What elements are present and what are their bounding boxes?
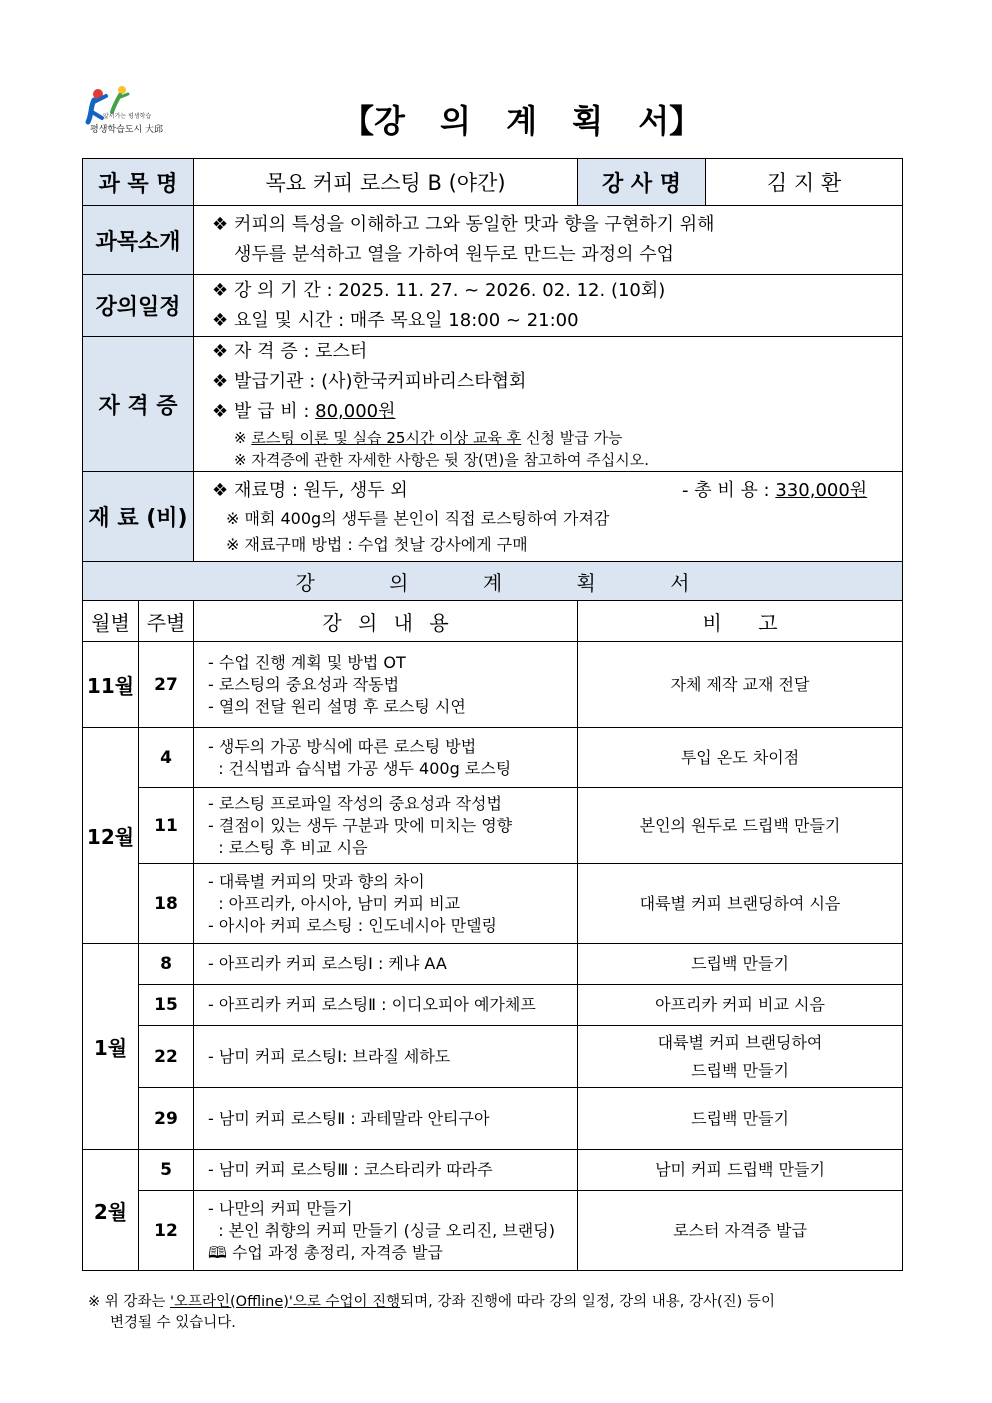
footer-note: ※ 위 강좌는 '오프라인(Offline)'으로 수업이 진행되며, 강좌 진행에 따라 강의 일정, 강의 내용, 강사(진) 등이 변경될 수 있습니다. [88, 1294, 775, 1331]
content-cell: - 생두의 가공 방식에 따른 로스팅 방법 : 건식법과 습식법 가공 생두 400g 로스팅 [194, 728, 578, 788]
cert-text: ❖ 자 격 증 : 로스터 ❖ 발급기관 : (사)한국커피바리스타협회 ❖ 발 급 비 : 80,000원 ※ 로스팅 이론 및 실습 25시간 이상 교육 후 신청 발급 가능 ※ 자격증에 관한 자세한 사항은 뒷 장(면)을 참고하여 주십시오. [194, 337, 903, 472]
week-cell: 5 [139, 1150, 194, 1191]
instructor-value: 김 지 환 [706, 159, 903, 206]
week-cell: 11 [139, 788, 194, 864]
diamond-icon: ❖ [212, 309, 229, 331]
content-cell: - 남미 커피 로스팅Ⅰ: 브라질 세하도 [194, 1026, 578, 1088]
note-cell: 남미 커피 드립백 만들기 [578, 1150, 903, 1191]
col-note-header: 비 고 [578, 601, 903, 642]
note-cell: 아프리카 커피 비교 시음 [578, 985, 903, 1026]
table-row [83, 1191, 903, 1271]
week-cell: 4 [139, 728, 194, 788]
week-cell: 15 [139, 985, 194, 1026]
col-week-header: 주별 [139, 601, 194, 642]
diamond-icon: ❖ [212, 341, 229, 362]
table-row [83, 1088, 903, 1150]
table-row [83, 1150, 903, 1191]
diamond-icon: ❖ [212, 401, 229, 422]
diamond-icon: ❖ [212, 279, 229, 301]
diamond-icon: ❖ [212, 479, 229, 501]
note-cell: 투입 온도 차이점 [578, 728, 903, 788]
plan-table [82, 158, 903, 1271]
week-cell: 18 [139, 864, 194, 944]
subject-value: 목요 커피 로스팅 B (야간) [194, 159, 578, 206]
note-cell: 드립백 만들기 [578, 1088, 903, 1150]
content-cell: - 나만의 커피 만들기 : 본인 취향의 커피 만들기 (싱글 오리진, 브랜딩) 🕮 수업 과정 총정리, 자격증 발급 [194, 1191, 578, 1271]
cert-label: 자 격 증 [83, 337, 194, 472]
week-cell: 29 [139, 1088, 194, 1150]
material-text: ❖ 재료명 : 원두, 생두 외 - 총 비 용 : 330,000원 ※ 매회 400g의 생두를 본인이 직접 로스팅하여 가져감 ※ 재료구매 방법 : 수업 첫날 강사에게 구매 [194, 472, 903, 562]
content-cell: - 대륙별 커피의 맛과 향의 차이 : 아프리카, 아시아, 남미 커피 비교 - 아시아 커피 로스팅 : 인도네시아 만델링 [194, 864, 578, 944]
month-cell: 12월 [83, 728, 139, 944]
diamond-icon: ❖ [212, 371, 229, 392]
table-row [83, 1026, 903, 1088]
intro-label: 과목소개 [83, 206, 194, 275]
content-cell: - 남미 커피 로스팅Ⅱ : 과테말라 안티구아 [194, 1088, 578, 1150]
note-cell: 대륙별 커피 브랜딩하여 시음 [578, 864, 903, 944]
month-cell: 1월 [83, 944, 139, 1150]
table-row [83, 864, 903, 944]
note-cell: 대륙별 커피 브랜딩하여 드립백 만들기 [578, 1026, 903, 1088]
diamond-icon: ❖ [212, 214, 229, 235]
document-title: 【강 의 계 획 서】 [342, 102, 702, 140]
month-cell: 2월 [83, 1150, 139, 1271]
plan-section-title: 강 의 계 획 서 [83, 562, 903, 601]
table-row [83, 642, 903, 728]
schedule-text: ❖ 강 의 기 간 : 2025. 11. 27. ~ 2026. 02. 12. (10회) ❖ 요일 및 시간 : 매주 목요일 18:00 ~ 21:00 [194, 275, 903, 337]
logo-tagline: 앞서가는 평생학습 [103, 113, 152, 120]
schedule-label: 강의일정 [83, 275, 194, 337]
col-month-header: 월별 [83, 601, 139, 642]
col-content-header: 강 의 내 용 [194, 601, 578, 642]
note-cell: 본인의 원두로 드립백 만들기 [578, 788, 903, 864]
instructor-label: 강 사 명 [578, 159, 706, 206]
logo-name: 평생학습도시 大邱 [90, 125, 164, 135]
content-cell: - 아프리카 커피 로스팅Ⅰ : 케냐 AA [194, 944, 578, 985]
content-cell: - 수업 진행 계획 및 방법 OT - 로스팅의 중요성과 작동법 - 열의 전달 원리 설명 후 로스팅 시연 [194, 642, 578, 728]
week-cell: 8 [139, 944, 194, 985]
table-row [83, 985, 903, 1026]
content-cell: - 남미 커피 로스팅Ⅲ : 코스타리카 따라주 [194, 1150, 578, 1191]
note-cell: 드립백 만들기 [578, 944, 903, 985]
content-cell: - 로스팅 프로파일 작성의 중요성과 작성법 - 결점이 있는 생두 구분과 맛에 미치는 영향 : 로스팅 후 비교 시음 [194, 788, 578, 864]
table-row [83, 944, 903, 985]
table-row [83, 788, 903, 864]
subject-label: 과 목 명 [83, 159, 194, 206]
note-cell: 자체 제작 교재 전달 [578, 642, 903, 728]
intro-text: ❖ 커피의 특성을 이해하고 그와 동일한 맛과 향을 구현하기 위해 생두를 분석하고 열을 가하여 원두로 만드는 과정의 수업 [194, 206, 903, 275]
table-row [83, 728, 903, 788]
content-cell: - 아프리카 커피 로스팅Ⅱ : 이디오피아 예가체프 [194, 985, 578, 1026]
material-label: 재 료 (비) [83, 472, 194, 562]
note-cell: 로스터 자격증 발급 [578, 1191, 903, 1271]
week-cell: 12 [139, 1191, 194, 1271]
week-cell: 27 [139, 642, 194, 728]
week-cell: 22 [139, 1026, 194, 1088]
month-cell: 11월 [83, 642, 139, 728]
